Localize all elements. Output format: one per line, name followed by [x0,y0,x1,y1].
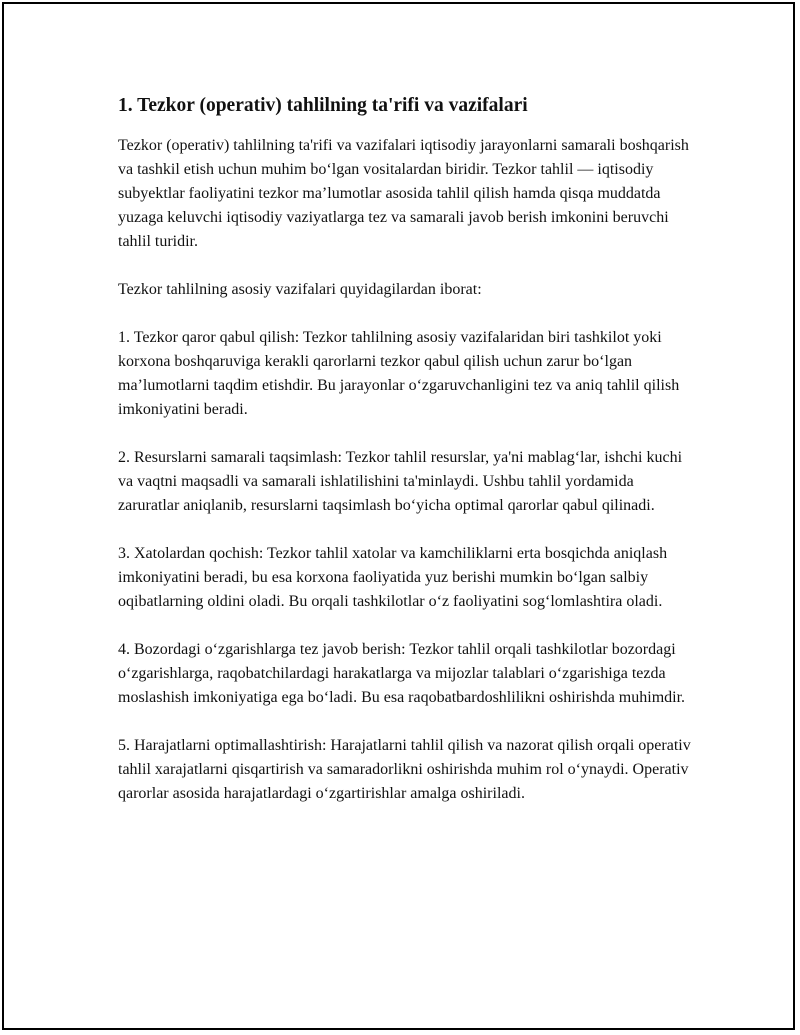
intro-paragraph: Tezkor (operativ) tahlilning ta'rifi va vazifalari iqtisodiy jarayonlarni samarali boshqarish va tashkil etish uchun muhim bo‘lgan vositalardan biridir. Tezkor tahlil — iqtisodiy subyektlar faoliyatini tezkor ma’lumotlar asosida tahlil qilish hamda qisqa muddatda yuzaga keluvchi iqtisodiy vaziyatlarga tez va samarali javob berish imkonini beruvchi tahlil turidir. [118,137,689,250]
task-paragraph-4: 4. Bozordagi o‘zgarishlarga tez javob berish: Tezkor tahlil orqali tashkilotlar bozordagi o‘zgarishlarga, raqobatchilardagi harakatlarga va mijozlar talablari o‘zgarishiga tezda moslashish imkoniyatiga ega bo‘ladi. Bu esa raqobatbardoshlilikni oshirishda muhimdir. [118,641,686,706]
section-heading: 1. Tezkor (operativ) tahlilning ta'rifi va vazifalari [118,95,528,116]
task-paragraph-5: 5. Harajatlarni optimallashtirish: Harajatlarni tahlil qilish va nazorat qilish orqali operativ tahlil xarajatlarni qisqartirish va samaradorlikni oshirishda muhim rol o‘ynaydi. Operativ qarorlar asosida harajatlardagi o‘zgartirishlar amalga oshiriladi. [118,737,691,802]
task-paragraph-2: 2. Resurslarni samarali taqsimlash: Tezkor tahlil resurslar, ya'ni mablag‘lar, ishchi kuchi va vaqtni maqsadli va samarali ishlatilishini ta'minlaydi. Ushbu tahlil yordamida zaruratlar aniqlanib, resurslarni taqsimlash bo‘yicha optimal qarorlar qabul qilinadi. [118,449,683,514]
tasks-intro-paragraph: Tezkor tahlilning asosiy vazifalari quyidagilardan iborat: [118,281,482,298]
task-paragraph-3: 3. Xatolardan qochish: Tezkor tahlil xatolar va kamchiliklarni erta bosqichda aniqlash imkoniyatini beradi, bu esa korxona faoliyatida yuz berishi mumkin bo‘lgan salbiy oqibatlarning oldini oladi. Bu orqali tashkilotlar o‘z faoliyatini sog‘lomlashtira oladi. [118,545,668,610]
document-body [118,92,698,830]
task-paragraph-1: 1. Tezkor qaror qabul qilish: Tezkor tahlilning asosiy vazifalaridan biri tashkilot yoki korxona boshqaruviga kerakli qarorlarni tezkor qabul qilish uchun zarur bo‘lgan ma’lumotlarni taqdim etishdir. Bu jarayonlar o‘zgaruvchanligini tez va aniq tahlil qilish imkoniyatini beradi. [118,329,680,418]
